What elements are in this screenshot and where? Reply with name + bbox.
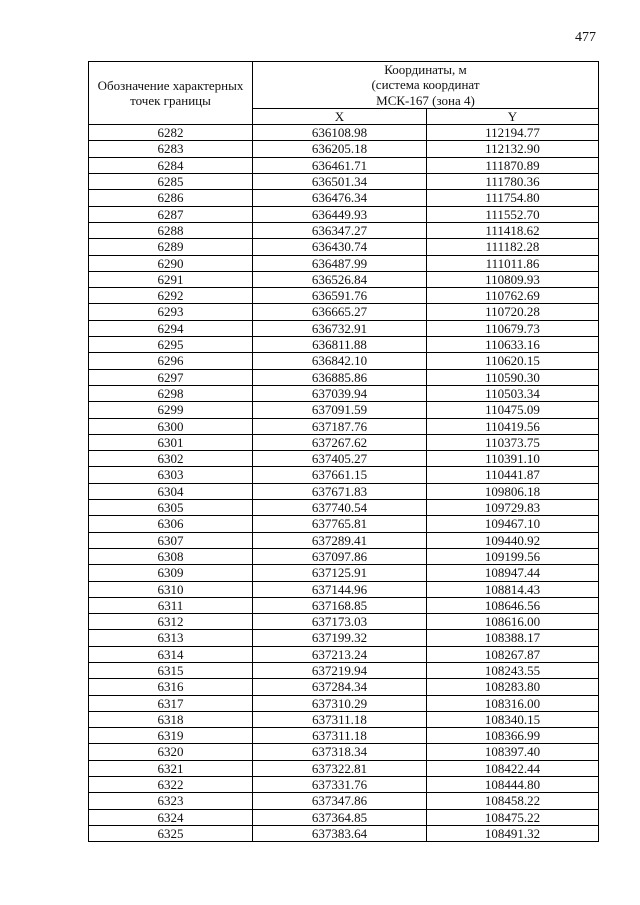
y-coordinate-cell: 110391.10 [427,451,599,467]
table-row [89,239,599,255]
x-coordinate-cell: 637383.64 [253,825,427,841]
y-coordinate-cell: 108646.56 [427,597,599,613]
x-coordinate-cell: 637331.76 [253,777,427,793]
page-number: 477 [575,30,596,45]
y-coordinate-cell: 111870.89 [427,157,599,173]
y-coordinate-cell: 108947.44 [427,565,599,581]
x-coordinate-cell: 637168.85 [253,597,427,613]
table-row [89,402,599,418]
point-id-cell: 6313 [89,630,253,646]
y-coordinate-cell: 111754.80 [427,190,599,206]
point-id-cell: 6317 [89,695,253,711]
y-coordinate-cell: 108340.15 [427,711,599,727]
point-id-cell: 6310 [89,581,253,597]
y-coordinate-cell: 108267.87 [427,646,599,662]
y-coordinate-cell: 108388.17 [427,630,599,646]
point-id-cell: 6291 [89,271,253,287]
point-id-cell: 6325 [89,825,253,841]
y-coordinate-cell: 109806.18 [427,483,599,499]
x-coordinate-cell: 637740.54 [253,500,427,516]
y-coordinate-cell: 110503.34 [427,385,599,401]
table-row [89,369,599,385]
table-row [89,418,599,434]
coordinates-table [88,61,599,842]
y-coordinate-cell: 111011.86 [427,255,599,271]
point-id-cell: 6288 [89,222,253,238]
y-coordinate-cell: 109729.83 [427,500,599,516]
x-coordinate-cell: 636347.27 [253,222,427,238]
point-id-cell: 6296 [89,353,253,369]
point-id-cell: 6294 [89,320,253,336]
table-row [89,385,599,401]
designation-header: Обозначение характерных точек границы [89,62,253,125]
point-id-cell: 6314 [89,646,253,662]
x-coordinate-cell: 637347.86 [253,793,427,809]
coordinates-header [253,62,599,109]
point-id-cell: 6302 [89,451,253,467]
table-row [89,125,599,141]
table-row [89,157,599,173]
y-coordinate-cell: 108397.40 [427,744,599,760]
table-row [89,222,599,238]
table-row [89,467,599,483]
x-coordinate-cell: 637091.59 [253,402,427,418]
y-coordinate-cell: 110373.75 [427,434,599,450]
x-coordinate-cell: 637318.34 [253,744,427,760]
x-coordinate-cell: 636732.91 [253,320,427,336]
point-id-cell: 6301 [89,434,253,450]
point-id-cell: 6297 [89,369,253,385]
table-row [89,744,599,760]
point-id-cell: 6318 [89,711,253,727]
table-row [89,500,599,516]
table-body [89,125,599,842]
x-coordinate-cell: 636205.18 [253,141,427,157]
x-coordinate-cell: 637322.81 [253,760,427,776]
x-coordinate-cell: 637219.94 [253,662,427,678]
table-row [89,695,599,711]
table-row [89,190,599,206]
table-row [89,451,599,467]
point-id-cell: 6316 [89,679,253,695]
point-id-cell: 6305 [89,500,253,516]
point-id-cell: 6286 [89,190,253,206]
table-row [89,434,599,450]
y-coordinate-cell: 108243.55 [427,662,599,678]
table-row [89,825,599,841]
y-coordinate-cell: 110720.28 [427,304,599,320]
x-coordinate-cell: 637173.03 [253,614,427,630]
table-row [89,581,599,597]
point-id-cell: 6322 [89,777,253,793]
point-id-cell: 6324 [89,809,253,825]
y-coordinate-cell: 108475.22 [427,809,599,825]
y-coordinate-cell: 111418.62 [427,222,599,238]
y-coordinate-cell: 112132.90 [427,141,599,157]
table-row [89,711,599,727]
table-row [89,809,599,825]
point-id-cell: 6312 [89,614,253,630]
point-id-cell: 6282 [89,125,253,141]
y-coordinate-cell: 110590.30 [427,369,599,385]
y-coordinate-cell: 108491.32 [427,825,599,841]
x-coordinate-cell: 637765.81 [253,516,427,532]
y-coordinate-cell: 108366.99 [427,728,599,744]
table-row [89,483,599,499]
y-coordinate-cell: 111552.70 [427,206,599,222]
point-id-cell: 6283 [89,141,253,157]
point-id-cell: 6321 [89,760,253,776]
coordinates-header-line1: Координаты, м [384,62,467,77]
point-id-cell: 6298 [89,385,253,401]
y-coordinate-cell: 109467.10 [427,516,599,532]
x-coordinate-cell: 636501.34 [253,174,427,190]
x-coordinate-cell: 637311.18 [253,711,427,727]
point-id-cell: 6299 [89,402,253,418]
table-row [89,174,599,190]
table-row [89,597,599,613]
point-id-cell: 6284 [89,157,253,173]
x-coordinate-cell: 637289.41 [253,532,427,548]
table-row [89,548,599,564]
x-coordinate-cell: 637671.83 [253,483,427,499]
table-row [89,662,599,678]
table-row [89,646,599,662]
point-id-cell: 6309 [89,565,253,581]
table-row [89,206,599,222]
x-coordinate-cell: 636526.84 [253,271,427,287]
y-coordinate-cell: 108422.44 [427,760,599,776]
table-row [89,141,599,157]
table-row [89,304,599,320]
x-coordinate-cell: 637284.34 [253,679,427,695]
point-id-cell: 6323 [89,793,253,809]
y-coordinate-cell: 110633.16 [427,337,599,353]
x-coordinate-cell: 637125.91 [253,565,427,581]
y-coordinate-cell: 108316.00 [427,695,599,711]
y-coordinate-cell: 108283.80 [427,679,599,695]
coordinates-header-line3: МСК-167 (зона 4) [376,92,475,108]
point-id-cell: 6319 [89,728,253,744]
table-row [89,353,599,369]
table-row [89,679,599,695]
y-coordinate-cell: 108616.00 [427,614,599,630]
y-coordinate-cell: 110762.69 [427,288,599,304]
y-coordinate-cell: 110475.09 [427,402,599,418]
table-row [89,614,599,630]
x-coordinate-cell: 636108.98 [253,125,427,141]
table-row [89,320,599,336]
x-coordinate-cell: 637213.24 [253,646,427,662]
x-coordinate-cell: 636811.88 [253,337,427,353]
y-coordinate-cell: 110809.93 [427,271,599,287]
x-coordinate-cell: 637267.62 [253,434,427,450]
table-row [89,630,599,646]
y-coordinate-cell: 110441.87 [427,467,599,483]
point-id-cell: 6290 [89,255,253,271]
x-coordinate-cell: 637405.27 [253,451,427,467]
point-id-cell: 6311 [89,597,253,613]
y-coordinate-cell: 112194.77 [427,125,599,141]
x-coordinate-cell: 637144.96 [253,581,427,597]
table-row [89,288,599,304]
x-coordinate-cell: 636665.27 [253,304,427,320]
point-id-cell: 6307 [89,532,253,548]
point-id-cell: 6304 [89,483,253,499]
y-coordinate-cell: 110620.15 [427,353,599,369]
point-id-cell: 6285 [89,174,253,190]
table-row [89,793,599,809]
table-row [89,565,599,581]
x-coordinate-cell: 637311.18 [253,728,427,744]
x-coordinate-cell: 636591.76 [253,288,427,304]
x-coordinate-cell: 637310.29 [253,695,427,711]
x-column-header: X [253,108,427,124]
point-id-cell: 6308 [89,548,253,564]
table-row [89,777,599,793]
table-row [89,760,599,776]
y-coordinate-cell: 108814.43 [427,581,599,597]
x-coordinate-cell: 636885.86 [253,369,427,385]
x-coordinate-cell: 637039.94 [253,385,427,401]
table-row [89,255,599,271]
point-id-cell: 6292 [89,288,253,304]
table-row [89,271,599,287]
point-id-cell: 6306 [89,516,253,532]
x-coordinate-cell: 636449.93 [253,206,427,222]
x-coordinate-cell: 637364.85 [253,809,427,825]
point-id-cell: 6303 [89,467,253,483]
point-id-cell: 6315 [89,662,253,678]
y-coordinate-cell: 109199.56 [427,548,599,564]
x-coordinate-cell: 637097.86 [253,548,427,564]
x-coordinate-cell: 636476.34 [253,190,427,206]
point-id-cell: 6287 [89,206,253,222]
x-coordinate-cell: 636842.10 [253,353,427,369]
x-coordinate-cell: 637661.15 [253,467,427,483]
y-coordinate-cell: 108444.80 [427,777,599,793]
y-coordinate-cell: 110679.73 [427,320,599,336]
y-column-header: Y [427,108,599,124]
point-id-cell: 6300 [89,418,253,434]
x-coordinate-cell: 636487.99 [253,255,427,271]
y-coordinate-cell: 110419.56 [427,418,599,434]
y-coordinate-cell: 111780.36 [427,174,599,190]
table-row [89,516,599,532]
table-row [89,337,599,353]
y-coordinate-cell: 109440.92 [427,532,599,548]
y-coordinate-cell: 111182.28 [427,239,599,255]
x-coordinate-cell: 637187.76 [253,418,427,434]
point-id-cell: 6293 [89,304,253,320]
x-coordinate-cell: 636461.71 [253,157,427,173]
point-id-cell: 6295 [89,337,253,353]
table-row [89,532,599,548]
point-id-cell: 6320 [89,744,253,760]
coordinates-header-line2: (система координат [371,77,480,93]
x-coordinate-cell: 636430.74 [253,239,427,255]
point-id-cell: 6289 [89,239,253,255]
table-row [89,728,599,744]
x-coordinate-cell: 637199.32 [253,630,427,646]
y-coordinate-cell: 108458.22 [427,793,599,809]
